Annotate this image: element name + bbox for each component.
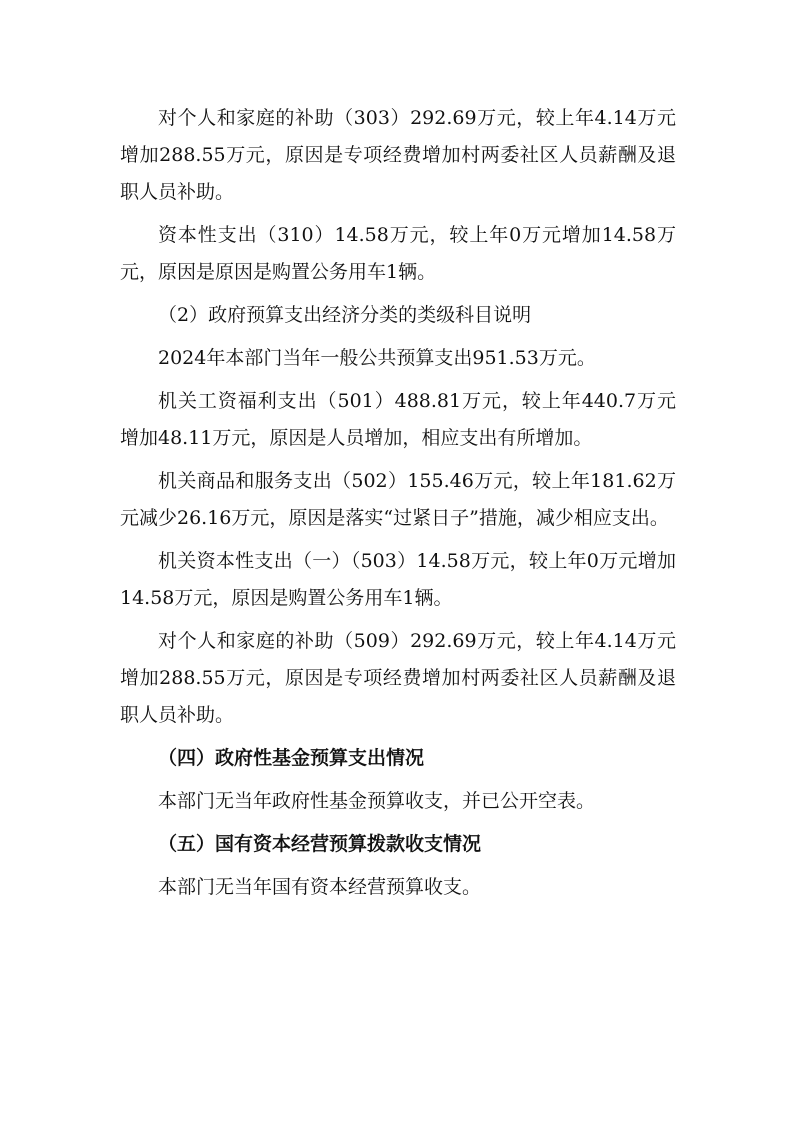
paragraph-capital-expenditure-310: 资本性支出（310）14.58万元，较上年0万元增加14.58万元，原因是原因是购置公务用车1辆。 — [120, 224, 676, 283]
paragraph-government-fund-note: 本部门无当年政府性基金预算收支，并已公开空表。 — [158, 790, 596, 812]
paragraph-goods-services-502: 机关商品和服务支出（502）155.46万元，较上年181.62万元减少26.16万元，原因是落实“过紧日子”措施，减少相应支出。 — [120, 470, 676, 529]
paragraph-wages-welfare-501: 机关工资福利支出（501）488.81万元，较上年440.7万元增加48.11万元，原因是人员增加，相应支出有所增加。 — [120, 390, 676, 449]
document-body — [120, 100, 676, 912]
section-heading-state-capital: （五）国有资本经营预算拨款收支情况 — [158, 833, 482, 855]
subsection-title-economic-classification: （2）政府预算支出经济分类的类级科目说明 — [158, 304, 532, 326]
paragraph-capital-expenditure-503: 机关资本性支出（一）（503）14.58万元，较上年0万元增加14.58万元，原因是购置公务用车1辆。 — [120, 550, 676, 609]
paragraph-household-subsidy-509: 对个人和家庭的补助（509）292.69万元，较上年4.14万元增加288.55万元，原因是专项经费增加村两委社区人员薪酬及退职人员补助。 — [120, 630, 676, 726]
paragraph-household-subsidy-303: 对个人和家庭的补助（303）292.69万元，较上年4.14万元增加288.55万元，原因是专项经费增加村两委社区人员薪酬及退职人员补助。 — [120, 107, 676, 203]
paragraph-general-budget-total: 2024年本部门当年一般公共预算支出951.53万元。 — [158, 347, 596, 369]
section-heading-government-fund: （四）政府性基金预算支出情况 — [158, 747, 425, 769]
paragraph-state-capital-note: 本部门无当年国有资本经营预算收支。 — [158, 876, 482, 898]
